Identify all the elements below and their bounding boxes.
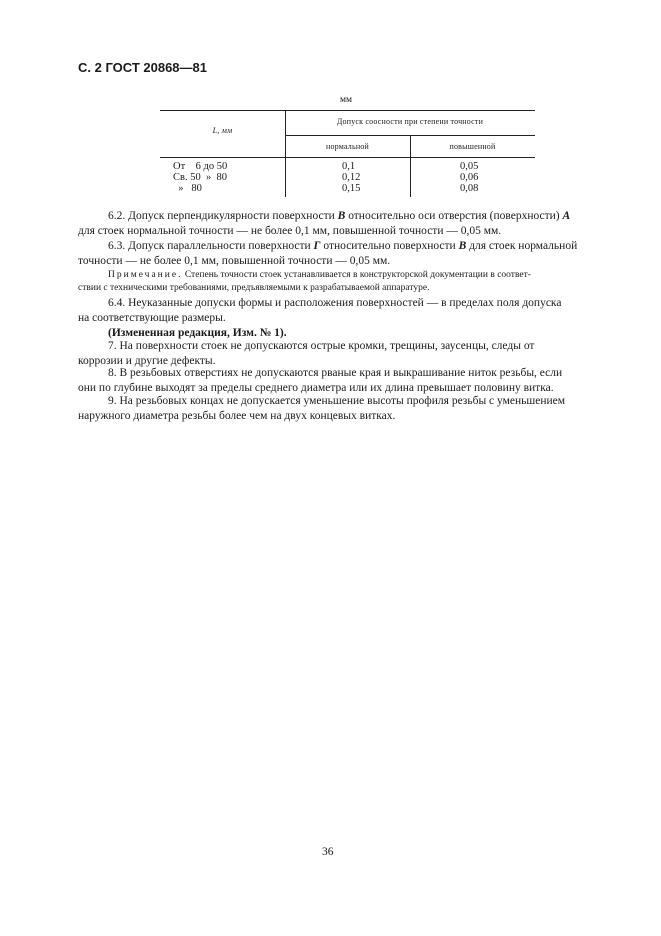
text-run: Г [313, 240, 321, 252]
text-run: Степень точности стоек устанавливается в конструкторской документации в соответ- [182, 270, 531, 280]
table-row [160, 172, 535, 183]
paragraph-line [78, 269, 585, 282]
paragraph-line: они по глубине выходят за пределы среднего диаметра или их длина превышает половину витка. [78, 382, 554, 394]
text-run: относительно поверхности [320, 240, 459, 252]
paragraph-line [78, 239, 585, 254]
paragraph-6-3 [78, 239, 585, 269]
column-header-length: L, мм [212, 126, 233, 135]
paragraph-line [78, 209, 585, 224]
row-high-value: 0,08 [460, 183, 479, 194]
paragraph-line: для стоек нормальной точности — не более 0,1 мм, повышенной точности — 0,05 мм. [78, 225, 502, 237]
table-header-rule [160, 157, 535, 158]
text-run: 6.3. Допуск параллельности поверхности [108, 240, 314, 252]
column-header-high: повышенной [449, 142, 496, 151]
paragraph-6-4 [78, 296, 585, 341]
paragraph-line: точности — не более 0,1 мм, повышенной точности — 0,05 мм. [78, 255, 391, 267]
column-header-normal: нормальной [326, 142, 369, 151]
row-range: » 80 [173, 183, 202, 194]
paragraph-line: 8. В резьбовых отверстиях не допускаются рваные края и выкрашивание ниток резьбы, если [108, 367, 563, 379]
text-run: 6.2. Допуск перпендикулярности поверхности [108, 210, 338, 222]
table-row [160, 161, 535, 172]
row-high-value: 0,06 [460, 172, 479, 183]
column-header-group: Допуск соосности при степени точности [336, 117, 484, 126]
text-run: В [337, 210, 346, 222]
text-run: А [562, 210, 571, 222]
page-header: С. 2 ГОСТ 20868—81 [78, 60, 207, 75]
paragraph-line: 9. На резьбовых концах не допускается уменьшение высоты профиля резьбы с уменьшением [108, 395, 566, 407]
paragraph-line: наружного диаметра резьбы более чем на двух концевых витках. [78, 410, 396, 422]
table-row [160, 183, 535, 194]
paragraph-line: 7. На поверхности стоек не допускаются острые кромки, трещины, заусенцы, следы от [108, 340, 535, 352]
paragraph-line: 6.4. Неуказанные допуски формы и расположения поверхностей — в пределах поля допуска [108, 297, 562, 309]
tolerance-table [160, 110, 535, 197]
amendment-note: (Измененная редакция, Изм. № 1). [108, 327, 287, 339]
paragraph-8 [78, 366, 585, 396]
paragraph-9 [78, 394, 585, 424]
row-high-value: 0,05 [460, 161, 479, 172]
note-label: Примечание. [108, 270, 183, 280]
paragraph-line: на соответствующие размеры. [78, 312, 226, 324]
row-normal-value: 0,12 [342, 172, 361, 183]
row-range: От 6 до 50 [173, 161, 228, 172]
text-run: относительно оси отверстия (поверхности) [345, 210, 563, 222]
row-range: Св. 50 » 80 [173, 172, 227, 183]
row-normal-value: 0,15 [342, 183, 361, 194]
row-normal-value: 0,1 [342, 161, 356, 172]
table-top-rule [160, 110, 535, 111]
text-run: В [458, 240, 467, 252]
paragraph-6-2 [78, 209, 585, 239]
table-unit: мм [340, 95, 353, 105]
paragraph-7 [78, 339, 585, 369]
page-number: 36 [322, 846, 334, 858]
paragraph-line: коррозии и другие дефекты. [78, 355, 216, 367]
note [78, 269, 585, 295]
paragraph-line: ствии с техническими требованиями, предъявляемыми к разрабатываемой аппаратуре. [78, 283, 430, 293]
text-run: для стоек нормальной [466, 240, 578, 252]
